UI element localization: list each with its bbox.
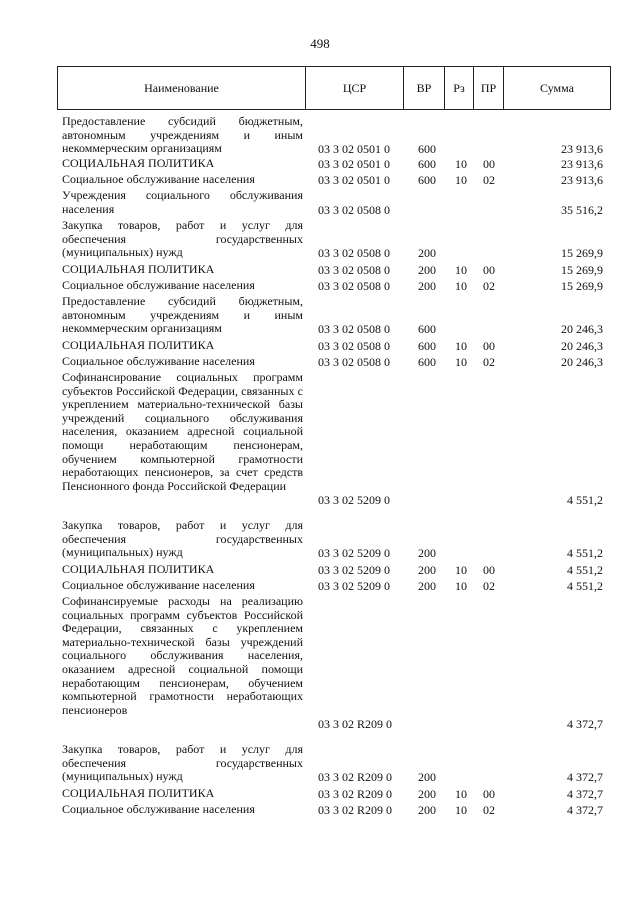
column-header-sum: Сумма [540,81,574,95]
row-sum: 15 269,9 [561,263,603,277]
row-rz: 10 [455,339,467,353]
row-vr: 600 [418,322,436,337]
row-csr: 03 3 02 0501 0 [318,173,390,187]
row-name: Предоставление субсидий бюджетным, автономным учреждениям и иным некоммерческим организациям [62,114,303,156]
row-sum: 4 372,7 [567,770,603,785]
row-rz: 10 [455,173,467,187]
row-name: Социальное обслуживание населения [62,578,255,592]
row-name: СОЦИАЛЬНАЯ ПОЛИТИКА [62,786,215,800]
row-vr: 200 [418,770,436,785]
row-sum: 4 551,2 [567,546,603,561]
row-name: Социальное обслуживание населения [62,354,255,368]
row-name: Софинансируемые расходы на реализацию социальных программ субъектов Российской Федерации, связанных с укреплением материально-технической базы учреждений социального обслуживания населения, оказанием адресной социальной помощи неработающим пенсионерам, обучением компьютерной грамотности неработающих пенсионеров [62,594,303,717]
row-name: СОЦИАЛЬНАЯ ПОЛИТИКА [62,562,215,576]
row-vr: 600 [418,142,436,157]
row-name: СОЦИАЛЬНАЯ ПОЛИТИКА [62,156,215,170]
row-rz: 10 [455,579,467,593]
row-vr: 200 [418,579,436,593]
row-sum: 20 246,3 [561,322,603,337]
row-pr: 00 [483,339,495,353]
row-pr: 00 [483,563,495,577]
row-name: Учреждения социального обслуживания населения [62,188,303,216]
row-vr: 600 [418,157,436,171]
row-csr: 03 3 02 R209 0 [318,787,393,801]
row-csr: 03 3 02 0508 0 [318,339,390,353]
row-sum: 35 516,2 [561,202,603,217]
row-rz: 10 [455,263,467,277]
row-pr: 02 [483,279,495,293]
row-name: Закупка товаров, работ и услуг для обеспечения государственных (муниципальных) нужд [62,218,303,260]
row-csr: 03 3 02 0508 0 [318,322,390,337]
row-sum: 4 372,7 [567,803,603,817]
row-rz: 10 [455,563,467,577]
row-vr: 200 [418,803,436,817]
row-sum: 20 246,3 [561,339,603,353]
row-vr: 200 [418,787,436,801]
row-vr: 200 [418,546,436,561]
row-csr: 03 3 02 0508 0 [318,202,390,217]
row-sum: 4 551,2 [567,579,603,593]
row-name: Предоставление субсидий бюджетным, автономным учреждениям и иным некоммерческим организациям [62,294,303,336]
row-csr: 03 3 02 0501 0 [318,142,390,157]
row-pr: 02 [483,579,495,593]
row-pr: 00 [483,157,495,171]
table-header [57,66,611,110]
row-rz: 10 [455,157,467,171]
row-name: Закупка товаров, работ и услуг для обеспечения государственных (муниципальных) нужд [62,742,303,784]
row-csr: 03 3 02 R209 0 [318,717,393,732]
row-pr: 02 [483,355,495,369]
row-name: Закупка товаров, работ и услуг для обеспечения государственных (муниципальных) нужд [62,518,303,560]
row-sum: 23 913,6 [561,142,603,157]
row-csr: 03 3 02 0508 0 [318,246,390,261]
row-name: СОЦИАЛЬНАЯ ПОЛИТИКА [62,262,215,276]
row-csr: 03 3 02 0508 0 [318,279,390,293]
row-pr: 02 [483,803,495,817]
row-sum: 15 269,9 [561,246,603,261]
row-rz: 10 [455,803,467,817]
row-rz: 10 [455,787,467,801]
row-csr: 03 3 02 0508 0 [318,355,390,369]
row-name: Социальное обслуживание населения [62,278,255,292]
row-vr: 200 [418,246,436,261]
row-sum: 4 551,2 [567,493,603,508]
row-rz: 10 [455,279,467,293]
row-csr: 03 3 02 5209 0 [318,579,390,593]
page-number: 498 [310,36,330,51]
row-vr: 200 [418,279,436,293]
row-csr: 03 3 02 R209 0 [318,770,393,785]
row-csr: 03 3 02 0501 0 [318,157,390,171]
row-sum: 15 269,9 [561,279,603,293]
row-pr: 00 [483,263,495,277]
row-rz: 10 [455,355,467,369]
row-csr: 03 3 02 5209 0 [318,493,390,508]
row-csr: 03 3 02 5209 0 [318,563,390,577]
row-name: СОЦИАЛЬНАЯ ПОЛИТИКА [62,338,215,352]
row-pr: 00 [483,787,495,801]
row-vr: 200 [418,563,436,577]
row-name: Социальное обслуживание населения [62,802,255,816]
column-header-vr: ВР [404,67,445,109]
row-csr: 03 3 02 R209 0 [318,803,393,817]
column-header-pr: ПР [474,67,504,109]
row-sum: 20 246,3 [561,355,603,369]
column-header-rz: Рз [445,67,474,109]
row-sum: 4 372,7 [567,717,603,732]
row-name: Софинансирование социальных программ субъектов Российской Федерации, связанных с укреплением материально-технической базы учреждений социального обслуживания населения, оказанием адресной социальной помощи неработающим пенсионерам, обучением компьютерной грамотности неработающих пенсионеров, за счет средств Пенсионного фонда Российской Федерации [62,370,303,493]
row-vr: 200 [418,263,436,277]
row-sum: 4 372,7 [567,787,603,801]
column-header-csr: ЦСР [306,67,404,109]
row-csr: 03 3 02 0508 0 [318,263,390,277]
row-vr: 600 [418,339,436,353]
row-sum: 23 913,6 [561,173,603,187]
row-pr: 02 [483,173,495,187]
row-name: Социальное обслуживание населения [62,172,255,186]
row-vr: 600 [418,355,436,369]
row-csr: 03 3 02 5209 0 [318,546,390,561]
row-sum: 4 551,2 [567,563,603,577]
column-header-name: Наименование [58,67,306,109]
row-vr: 600 [418,173,436,187]
row-sum: 23 913,6 [561,157,603,171]
